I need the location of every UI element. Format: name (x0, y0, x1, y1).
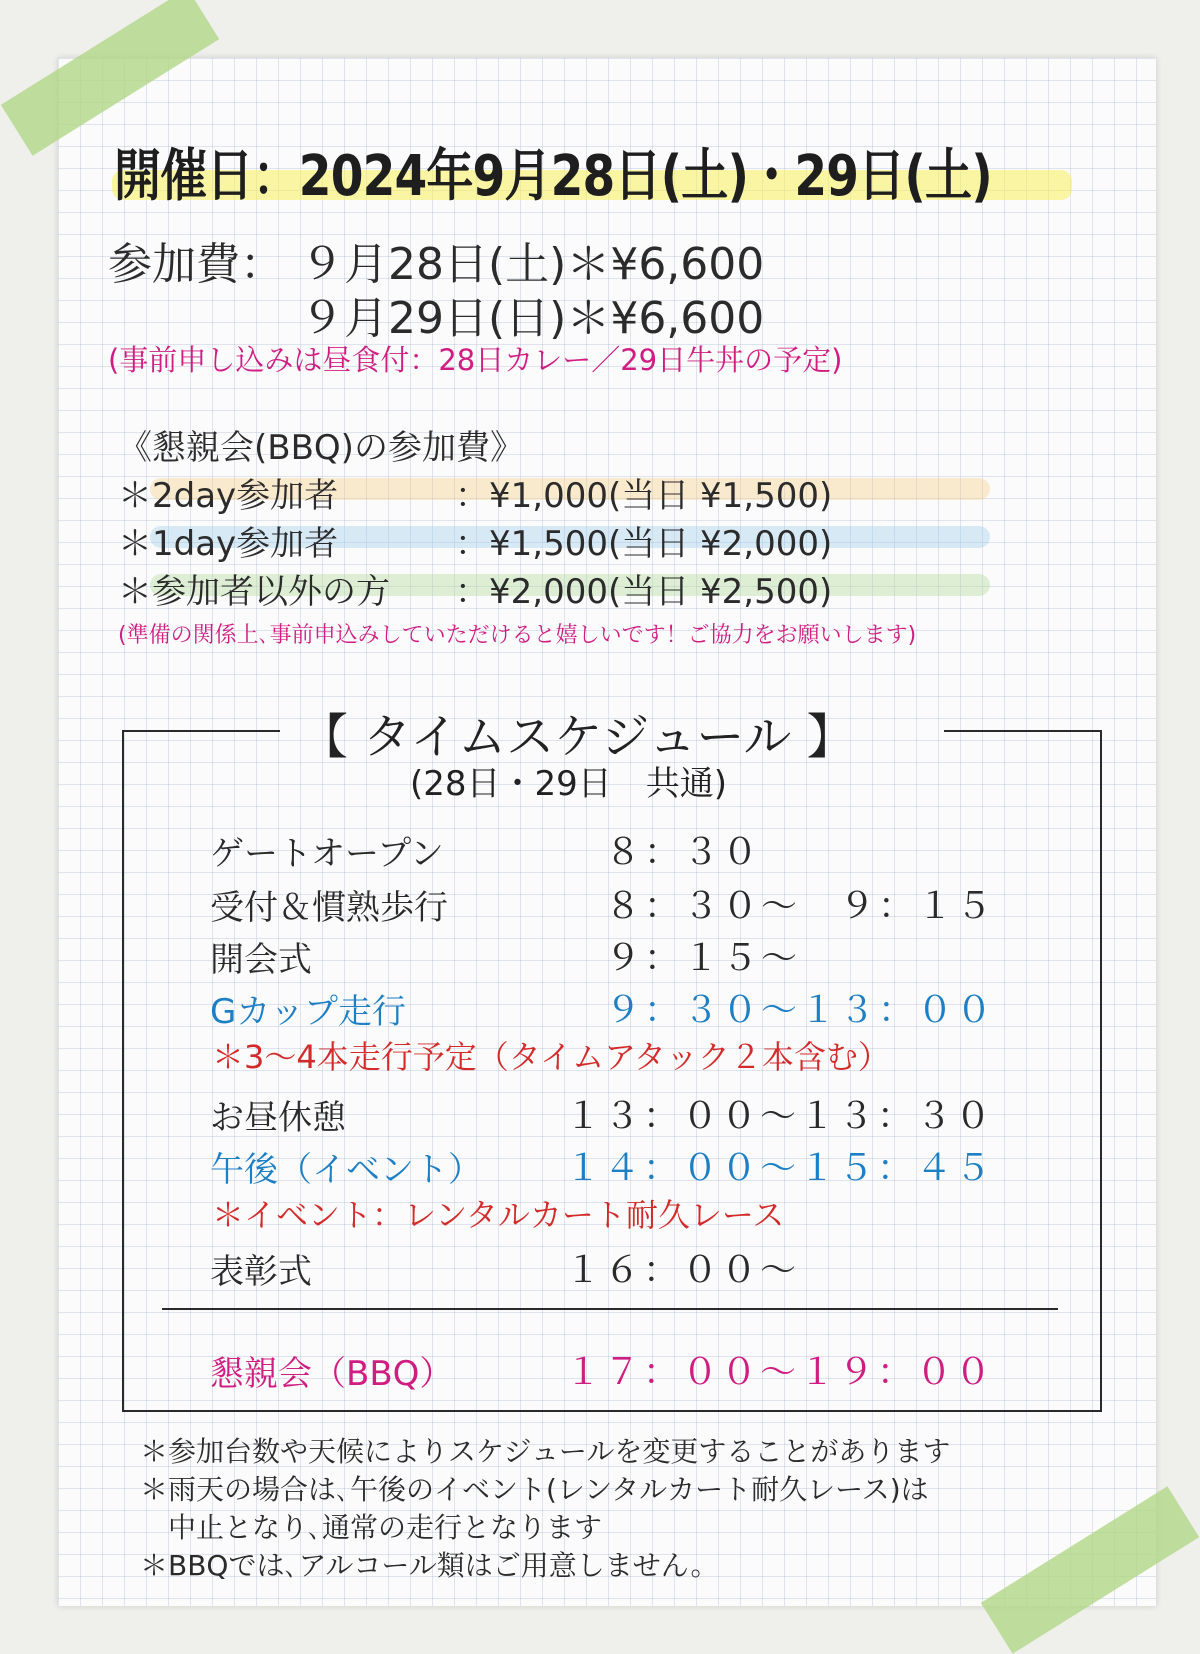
schedule-box-top-left-rule (122, 730, 280, 732)
event-note: ＊イベント：レンタルカート耐久レース (212, 1196, 785, 1234)
schedule-row-time-bbq: １７：００〜１９：００ (565, 1352, 995, 1393)
fee-day1: ９月28日(土)＊¥6,600 (300, 239, 765, 290)
schedule-row-time-gcup: ９：３０〜１３：００ (605, 990, 996, 1031)
schedule-row-label-afternoon: 午後（イベント） (210, 1150, 482, 1190)
fee-day2: ９月29日(日)＊¥6,600 (300, 293, 765, 344)
fee-label: 参加費： (108, 239, 284, 290)
schedule-row-time: ８：３０〜 ９：１５ (605, 886, 996, 927)
footnote: ＊BBQでは､アルコール類はご用意しません。 (140, 1549, 719, 1582)
schedule-row-label: ゲートオープン (210, 834, 444, 874)
footnote: ＊参加台数や天候によりスケジュールを変更することがあります (140, 1435, 951, 1468)
footnote: 中止となり､通常の走行となります (168, 1511, 603, 1544)
bbq-row-price: ：¥2,000(当日 ¥2,500) (455, 572, 833, 612)
bbq-prebook-note: (準備の関係上､事前申込みしていただけると嬉しいです！ご協力をお願いします) (118, 623, 917, 648)
schedule-divider (162, 1308, 1058, 1310)
schedule-row-time: １６：００〜 (565, 1250, 800, 1291)
bbq-row-price: ：¥1,500(当日 ¥2,000) (455, 524, 833, 564)
schedule-row-label: 開会式 (210, 940, 312, 980)
bbq-row-label: ＊1day参加者 (118, 524, 339, 564)
footnote: ＊雨天の場合は､午後のイベント(レンタルカート耐久レース)は (140, 1473, 929, 1506)
bbq-row-label: ＊参加者以外の方 (118, 572, 390, 612)
bbq-fee-heading: 《懇親会(BBQ)の参加費》 (118, 428, 524, 468)
bbq-row-label: ＊2day参加者 (118, 476, 339, 516)
schedule-row-time: １３：００〜１３：３０ (565, 1096, 995, 1137)
schedule-row-time: ９：１５〜 (605, 938, 801, 979)
schedule-row-label: 表彰式 (210, 1252, 312, 1292)
schedule-row-label-bbq: 懇親会（BBQ） (210, 1354, 454, 1394)
schedule-row-time: ８：３０ (605, 832, 762, 873)
schedule-subtitle: (28日・29日 共通) (410, 764, 728, 804)
event-date-headline: 開催日：2024年9月28日(土)・29日(土) (114, 144, 992, 209)
lunch-note: (事前申し込みは昼食付：28日カレー／29日牛丼の予定) (108, 343, 843, 377)
bbq-row-price: ：¥1,000(当日 ¥1,500) (455, 476, 833, 516)
schedule-row-label-gcup: Gカップ走行 (210, 992, 407, 1032)
schedule-row-label: 受付＆慣熟歩行 (210, 888, 448, 928)
schedule-box-top-right-rule (944, 730, 1100, 732)
schedule-title: 【 タイムスケジュール 】 (300, 709, 855, 765)
gcup-note: ＊3〜4本走行予定（タイムアタック２本含む） (212, 1038, 890, 1076)
schedule-row-time-afternoon: １４：００〜１５：４５ (565, 1148, 995, 1189)
schedule-row-label: お昼休憩 (210, 1098, 346, 1138)
